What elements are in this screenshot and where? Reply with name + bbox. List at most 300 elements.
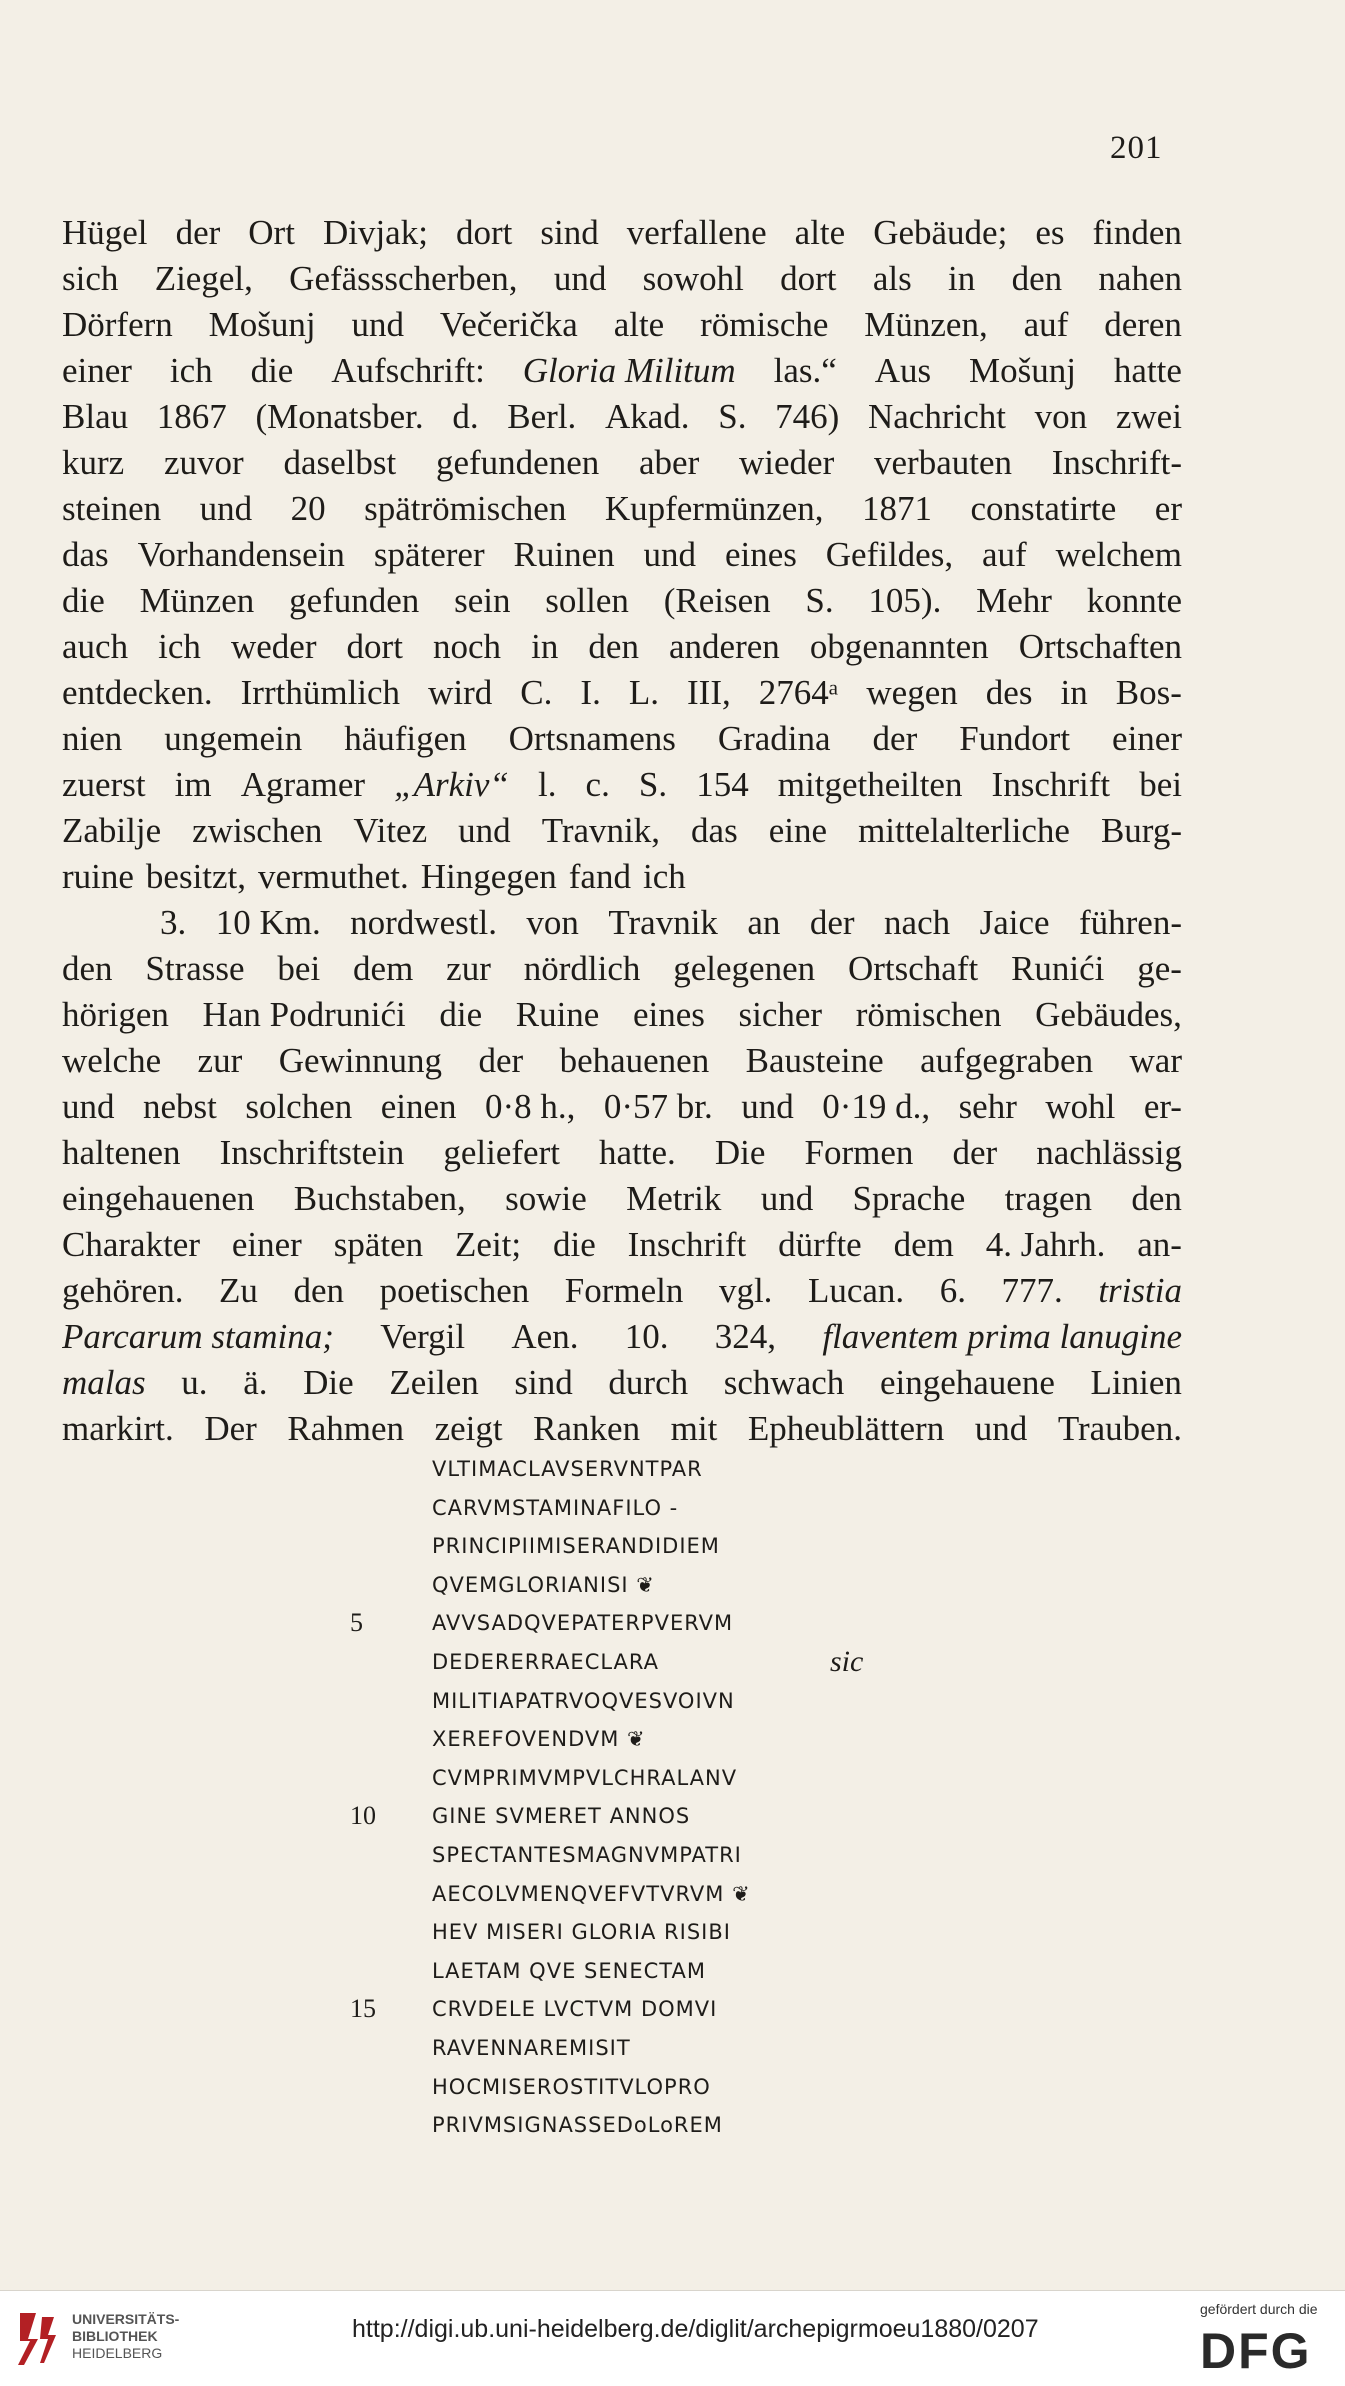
word: 777. bbox=[1001, 1271, 1063, 1310]
word: Strasse bbox=[145, 949, 245, 988]
word: ungemein bbox=[164, 719, 303, 758]
inscription-line bbox=[340, 1913, 1200, 1952]
word: tristia bbox=[1098, 1271, 1182, 1310]
word: d. bbox=[452, 397, 479, 436]
word: Zeilen bbox=[389, 1363, 479, 1402]
word: den bbox=[588, 627, 639, 666]
word: und bbox=[458, 811, 511, 850]
word: 0·57 br. bbox=[603, 1087, 713, 1126]
inscription-text: HEV MISERI GLORIA RISIBI bbox=[432, 1920, 731, 1945]
word: Trauben. bbox=[1057, 1409, 1182, 1448]
word: Inschrift bbox=[991, 765, 1111, 804]
word: 1867 bbox=[156, 397, 227, 436]
word: den bbox=[293, 1271, 345, 1310]
word: wegen bbox=[866, 673, 958, 712]
line-number: 10 bbox=[350, 1801, 376, 1831]
word: häufigen bbox=[344, 719, 467, 758]
word: bei bbox=[277, 949, 321, 988]
inscription-text: CVMPRIMVMPVLCHRALANV bbox=[432, 1765, 738, 1790]
word: eines bbox=[724, 535, 797, 574]
word: verfallene bbox=[626, 213, 767, 252]
word: gehören. bbox=[62, 1271, 184, 1310]
inscription-line bbox=[340, 1875, 1200, 1914]
word: und bbox=[351, 305, 404, 344]
text-line bbox=[62, 946, 1182, 992]
inscription-text: SPECTANTESMAGNVMPATRI bbox=[432, 1842, 742, 1867]
word: las.“ bbox=[773, 351, 837, 390]
word: 10. bbox=[624, 1317, 669, 1356]
word: haltenen bbox=[62, 1133, 181, 1172]
inscription-line bbox=[340, 1527, 1200, 1566]
inscription-text: QVEMGLORIANISI ❦ bbox=[432, 1572, 655, 1597]
page-number: 201 bbox=[1110, 130, 1163, 166]
word: 105). bbox=[868, 581, 942, 620]
word: Gefässscherben, bbox=[289, 259, 518, 298]
word: 746) bbox=[775, 397, 840, 436]
word: Ruine bbox=[515, 995, 600, 1034]
word: späten bbox=[333, 1225, 424, 1264]
word: an- bbox=[1137, 1225, 1182, 1264]
word: zuerst bbox=[62, 765, 146, 804]
word: sollen bbox=[545, 581, 629, 620]
word: fand bbox=[568, 857, 631, 896]
university-logo-icon bbox=[14, 2309, 60, 2369]
word: steinen bbox=[62, 489, 162, 528]
word: Divjak; bbox=[322, 213, 428, 252]
word: noch bbox=[433, 627, 502, 666]
word: einer bbox=[1112, 719, 1182, 758]
word: sowie bbox=[505, 1179, 587, 1218]
word: den bbox=[1011, 259, 1063, 298]
word: aber bbox=[639, 443, 700, 482]
word: Inschriftstein bbox=[219, 1133, 405, 1172]
word: ich bbox=[169, 351, 213, 390]
word: Gebäude; bbox=[873, 213, 1008, 252]
dfg-logo: DFG bbox=[1200, 2323, 1312, 2379]
word: III, bbox=[687, 673, 731, 712]
word: in bbox=[948, 259, 976, 298]
line-number: 15 bbox=[350, 1994, 376, 2024]
word: ge- bbox=[1137, 949, 1182, 988]
word: c. bbox=[585, 765, 610, 804]
text-line bbox=[62, 394, 1182, 440]
word: eingehauene bbox=[879, 1363, 1055, 1402]
word: anderen bbox=[669, 627, 780, 666]
word: der bbox=[478, 1041, 524, 1080]
word: 0·19 d., bbox=[822, 1087, 931, 1126]
text-line bbox=[62, 486, 1182, 532]
word: in bbox=[531, 627, 559, 666]
word: Gradina bbox=[717, 719, 831, 758]
funded-by-label: gefördert durch die bbox=[1200, 2301, 1318, 2317]
word: Bos- bbox=[1115, 673, 1182, 712]
word: vgl. bbox=[718, 1271, 773, 1310]
word: und bbox=[643, 535, 697, 574]
text-line bbox=[62, 808, 1182, 854]
word: I. bbox=[580, 673, 601, 712]
word: konnte bbox=[1086, 581, 1182, 620]
word: geliefert bbox=[443, 1133, 560, 1172]
inscription-line bbox=[340, 2106, 1200, 2145]
inscription-line bbox=[340, 1759, 1200, 1798]
word: Mehr bbox=[976, 581, 1052, 620]
word: an bbox=[747, 903, 781, 942]
inscription-line bbox=[340, 1836, 1200, 1875]
word: Formen bbox=[804, 1133, 914, 1172]
word: Linien bbox=[1090, 1363, 1182, 1402]
word: l. bbox=[537, 765, 557, 804]
word: weder bbox=[230, 627, 317, 666]
word: den bbox=[62, 949, 113, 988]
word: nach bbox=[884, 903, 951, 942]
word: 6. bbox=[939, 1271, 966, 1310]
text-line bbox=[62, 624, 1182, 670]
word: das bbox=[691, 811, 738, 850]
text-line bbox=[62, 762, 1182, 808]
word: Gloria Militum bbox=[522, 351, 736, 390]
inscription-line bbox=[340, 1682, 1200, 1721]
word: der bbox=[175, 213, 221, 252]
word: Lucan. bbox=[807, 1271, 905, 1310]
word: aufgegraben bbox=[920, 1041, 1094, 1080]
inscription-line bbox=[340, 1489, 1200, 1528]
word: hatte bbox=[1113, 351, 1182, 390]
word: Gewinnung bbox=[278, 1041, 442, 1080]
word: Die bbox=[714, 1133, 766, 1172]
word: und bbox=[553, 259, 607, 298]
word: nebst bbox=[142, 1087, 217, 1126]
word: 324, bbox=[714, 1317, 777, 1356]
word: Travnik, bbox=[541, 811, 661, 850]
word: Mošunj bbox=[208, 305, 316, 344]
paragraph-2 bbox=[62, 900, 1182, 1452]
word: Parcarum stamina; bbox=[62, 1317, 334, 1356]
word: zeigt bbox=[434, 1409, 503, 1448]
word: poetischen bbox=[379, 1271, 530, 1310]
word: 154 bbox=[696, 765, 749, 804]
word: wieder bbox=[739, 443, 835, 482]
text-line bbox=[62, 1360, 1182, 1406]
inscription-text: GINE SVMERET ANNOS bbox=[432, 1804, 691, 1829]
text-line bbox=[62, 256, 1182, 302]
inscription-line bbox=[340, 1604, 1200, 1643]
word: sind bbox=[514, 1363, 573, 1402]
word: zwei bbox=[1115, 397, 1182, 436]
word: Vorhandensein bbox=[137, 535, 345, 574]
word: finden bbox=[1092, 213, 1182, 252]
word: mitgetheilten bbox=[777, 765, 963, 804]
word: Irrthümlich bbox=[240, 673, 401, 712]
word: er- bbox=[1143, 1087, 1182, 1126]
text-line bbox=[62, 348, 1182, 394]
word: Münzen bbox=[139, 581, 255, 620]
word: als bbox=[872, 259, 912, 298]
inscription-line bbox=[340, 1720, 1200, 1759]
inscription-block bbox=[340, 1450, 1200, 2145]
word: Formeln bbox=[564, 1271, 684, 1310]
word: führen- bbox=[1078, 903, 1182, 942]
text-line bbox=[62, 440, 1182, 486]
library-name-line: UNIVERSITÄTS- bbox=[72, 2311, 180, 2327]
word: Večerička bbox=[439, 305, 578, 344]
word: Inschrift bbox=[627, 1225, 747, 1264]
word: Berl. bbox=[507, 397, 577, 436]
word: u. bbox=[181, 1363, 208, 1402]
word: die bbox=[439, 995, 483, 1034]
word: verbauten bbox=[874, 443, 1012, 482]
inscription-text: AECOLVMENQVEFVTVRVM ❦ bbox=[432, 1881, 751, 1906]
word: Fundort bbox=[959, 719, 1071, 758]
word: Vitez bbox=[353, 811, 428, 850]
word: wohl bbox=[1045, 1087, 1116, 1126]
word: 3. bbox=[160, 903, 187, 942]
inscription-text: HOCMISEROSTITVLOPRO bbox=[432, 2074, 711, 2099]
word: römische bbox=[700, 305, 829, 344]
word: einer bbox=[231, 1225, 302, 1264]
word: gelegenen bbox=[673, 949, 816, 988]
word: nordwestl. bbox=[350, 903, 497, 942]
word: zur bbox=[197, 1041, 243, 1080]
word: die bbox=[62, 581, 105, 620]
word: der bbox=[872, 719, 918, 758]
text-line bbox=[62, 716, 1182, 762]
word: eines bbox=[632, 995, 705, 1034]
word: Aen. bbox=[511, 1317, 579, 1356]
word: Gefildes, bbox=[825, 535, 954, 574]
inscription-text: CRVDELE LVCTVM DOMVI bbox=[432, 1997, 718, 2022]
word: Metrik bbox=[626, 1179, 722, 1218]
word: den bbox=[1131, 1179, 1182, 1218]
word: eine bbox=[768, 811, 828, 850]
word: Münzen, bbox=[864, 305, 988, 344]
text-line bbox=[62, 532, 1182, 578]
word: sowohl bbox=[642, 259, 744, 298]
inscription-text: CARVMSTAMINAFILO - bbox=[432, 1495, 679, 1520]
word: Aus bbox=[874, 351, 932, 390]
text-line bbox=[62, 1222, 1182, 1268]
word: nahen bbox=[1098, 259, 1182, 298]
word: Zeit; bbox=[455, 1225, 522, 1264]
inscription-text: PRINCIPIIMISERANDIDIEM bbox=[432, 1534, 720, 1559]
word: sind bbox=[540, 213, 599, 252]
word: (Reisen bbox=[663, 581, 771, 620]
inscription-line bbox=[340, 1566, 1200, 1605]
word: Inschrift- bbox=[1051, 443, 1182, 482]
library-name-line: BIBLIOTHEK bbox=[72, 2328, 158, 2344]
text-line bbox=[62, 1038, 1182, 1084]
word: und bbox=[760, 1179, 814, 1218]
word: Jaice bbox=[979, 903, 1050, 942]
word: gefundenen bbox=[435, 443, 600, 482]
word: Kupfermünzen, bbox=[604, 489, 824, 528]
word: welchem bbox=[1055, 535, 1182, 574]
word: Runići bbox=[1011, 949, 1105, 988]
word: L. bbox=[628, 673, 659, 712]
word: Hingegen bbox=[420, 857, 557, 896]
inscription-text: DEDERERRAECLARA bbox=[432, 1649, 660, 1674]
word: auf bbox=[982, 535, 1027, 574]
word: gefunden bbox=[289, 581, 420, 620]
word: dürfte bbox=[778, 1225, 862, 1264]
university-library-name bbox=[72, 2311, 179, 2362]
word: von bbox=[526, 903, 579, 942]
word: war bbox=[1129, 1041, 1182, 1080]
word: nachlässig bbox=[1036, 1133, 1182, 1172]
inscription-line bbox=[340, 1952, 1200, 1991]
word: Ortschaft bbox=[847, 949, 979, 988]
word: Gebäudes, bbox=[1035, 995, 1182, 1034]
inscription-text: RAVENNAREMISIT bbox=[432, 2035, 631, 2060]
word: späterer bbox=[373, 535, 485, 574]
word: ich bbox=[642, 857, 686, 896]
word: 1871 bbox=[862, 489, 932, 528]
body-text bbox=[62, 210, 1182, 1452]
word: dem bbox=[353, 949, 414, 988]
word: von bbox=[1034, 397, 1088, 436]
text-line bbox=[62, 1176, 1182, 1222]
word: sich bbox=[62, 259, 119, 298]
word: C. bbox=[520, 673, 553, 712]
text-line bbox=[62, 302, 1182, 348]
word: dort bbox=[780, 259, 837, 298]
word: tragen bbox=[1004, 1179, 1093, 1218]
inscription-line bbox=[340, 1990, 1200, 2029]
word: das bbox=[62, 535, 109, 574]
word: besitzt, bbox=[145, 857, 247, 896]
text-line bbox=[62, 900, 1182, 946]
word: obgenannten bbox=[809, 627, 989, 666]
word: Agramer bbox=[240, 765, 366, 804]
inscription-text: LAETAM QVE SENECTAM bbox=[432, 1958, 706, 1983]
inscription-text: AVVSADQVEPATERPVERVM bbox=[432, 1611, 734, 1636]
text-line bbox=[62, 210, 1182, 256]
word: die bbox=[553, 1225, 596, 1264]
word: Dörfern bbox=[62, 305, 173, 344]
word: Zu bbox=[219, 1271, 258, 1310]
word: und bbox=[62, 1087, 115, 1126]
inscription-line bbox=[340, 2029, 1200, 2068]
text-line bbox=[62, 1406, 1182, 1452]
library-name-line: HEIDELBERG bbox=[72, 2345, 163, 2361]
word: und bbox=[741, 1087, 794, 1126]
word: Bausteine bbox=[745, 1041, 884, 1080]
word: deren bbox=[1104, 305, 1182, 344]
text-line bbox=[62, 670, 1182, 716]
word: vermuthet. bbox=[258, 857, 409, 896]
word: 2764ᵃ bbox=[758, 673, 839, 712]
word: S. bbox=[718, 397, 747, 436]
word: hörigen bbox=[62, 995, 169, 1034]
word: markirt. bbox=[62, 1409, 174, 1448]
word: welche bbox=[62, 1041, 162, 1080]
word: Charakter bbox=[62, 1225, 200, 1264]
text-line bbox=[62, 578, 1182, 624]
word: Burg- bbox=[1100, 811, 1182, 850]
word: mittelalterliche bbox=[858, 811, 1070, 850]
word: Sprache bbox=[852, 1179, 966, 1218]
inscription-line bbox=[340, 1797, 1200, 1836]
word: Buchstaben, bbox=[293, 1179, 466, 1218]
text-line bbox=[62, 1130, 1182, 1176]
word: 0·8 h., bbox=[484, 1087, 576, 1126]
word: Travnik bbox=[608, 903, 718, 942]
word: der bbox=[809, 903, 855, 942]
word: dort bbox=[346, 627, 403, 666]
word: Rahmen bbox=[287, 1409, 405, 1448]
word: des bbox=[985, 673, 1033, 712]
word: Vergil bbox=[380, 1317, 466, 1356]
word: im bbox=[174, 765, 212, 804]
word: Han Podrunići bbox=[202, 995, 406, 1034]
word: sein bbox=[454, 581, 511, 620]
text-line bbox=[62, 1268, 1182, 1314]
word: ich bbox=[158, 627, 201, 666]
word: (Monatsber. bbox=[255, 397, 424, 436]
word: bei bbox=[1139, 765, 1182, 804]
word: eingehauenen bbox=[62, 1179, 255, 1218]
text-line bbox=[62, 1084, 1182, 1130]
word: er bbox=[1154, 489, 1182, 528]
word: dem bbox=[893, 1225, 954, 1264]
word: und bbox=[199, 489, 253, 528]
word: behauenen bbox=[559, 1041, 710, 1080]
word: alte bbox=[613, 305, 665, 344]
word: römischen bbox=[855, 995, 1002, 1034]
word: solchen bbox=[245, 1087, 353, 1126]
word: Ortsnamens bbox=[508, 719, 676, 758]
word: constatirte bbox=[970, 489, 1117, 528]
word: 4. Jahrh. bbox=[985, 1225, 1106, 1264]
word: ruine bbox=[62, 857, 134, 896]
inscription-text: XEREFOVENDVM ❦ bbox=[432, 1727, 646, 1752]
inscription-text: MILITIAPATRVOQVESVOIVN bbox=[432, 1688, 735, 1713]
word: zur bbox=[446, 949, 491, 988]
inscription-line bbox=[340, 1450, 1200, 1489]
permalink-url[interactable]: http://digi.ub.uni-heidelberg.de/diglit/archepigrmoeu1880/0207 bbox=[352, 2315, 1039, 2343]
word: Mošunj bbox=[969, 351, 1076, 390]
word: „Arkiv“ bbox=[394, 765, 509, 804]
word: der bbox=[952, 1133, 998, 1172]
word: kurz bbox=[62, 443, 125, 482]
word: Akad. bbox=[604, 397, 690, 436]
word: durch bbox=[608, 1363, 689, 1402]
line-number: 5 bbox=[350, 1608, 363, 1638]
word: dort bbox=[455, 213, 513, 252]
word: Ort bbox=[248, 213, 295, 252]
word: Blau bbox=[62, 397, 129, 436]
word: Hügel bbox=[62, 213, 148, 252]
paragraph-1 bbox=[62, 210, 1182, 900]
word: flaventem prima lanugine bbox=[822, 1317, 1182, 1356]
text-line bbox=[62, 992, 1182, 1038]
word: Ruinen bbox=[513, 535, 615, 574]
word: entdecken. bbox=[62, 673, 213, 712]
word: nördlich bbox=[523, 949, 641, 988]
text-line bbox=[62, 854, 1182, 900]
word: malas bbox=[62, 1363, 146, 1402]
word: sehr bbox=[958, 1087, 1017, 1126]
word: in bbox=[1060, 673, 1088, 712]
inscription-text: PRIVMSIGNASSEDoLoREM bbox=[432, 2113, 723, 2138]
word: 10 Km. bbox=[215, 903, 321, 942]
word: mit bbox=[670, 1409, 718, 1448]
word: Zabilje bbox=[62, 811, 162, 850]
word: einen bbox=[380, 1087, 457, 1126]
text-line bbox=[62, 1314, 1182, 1360]
word: sicher bbox=[738, 995, 823, 1034]
word: schwach bbox=[723, 1363, 845, 1402]
word: alte bbox=[794, 213, 846, 252]
